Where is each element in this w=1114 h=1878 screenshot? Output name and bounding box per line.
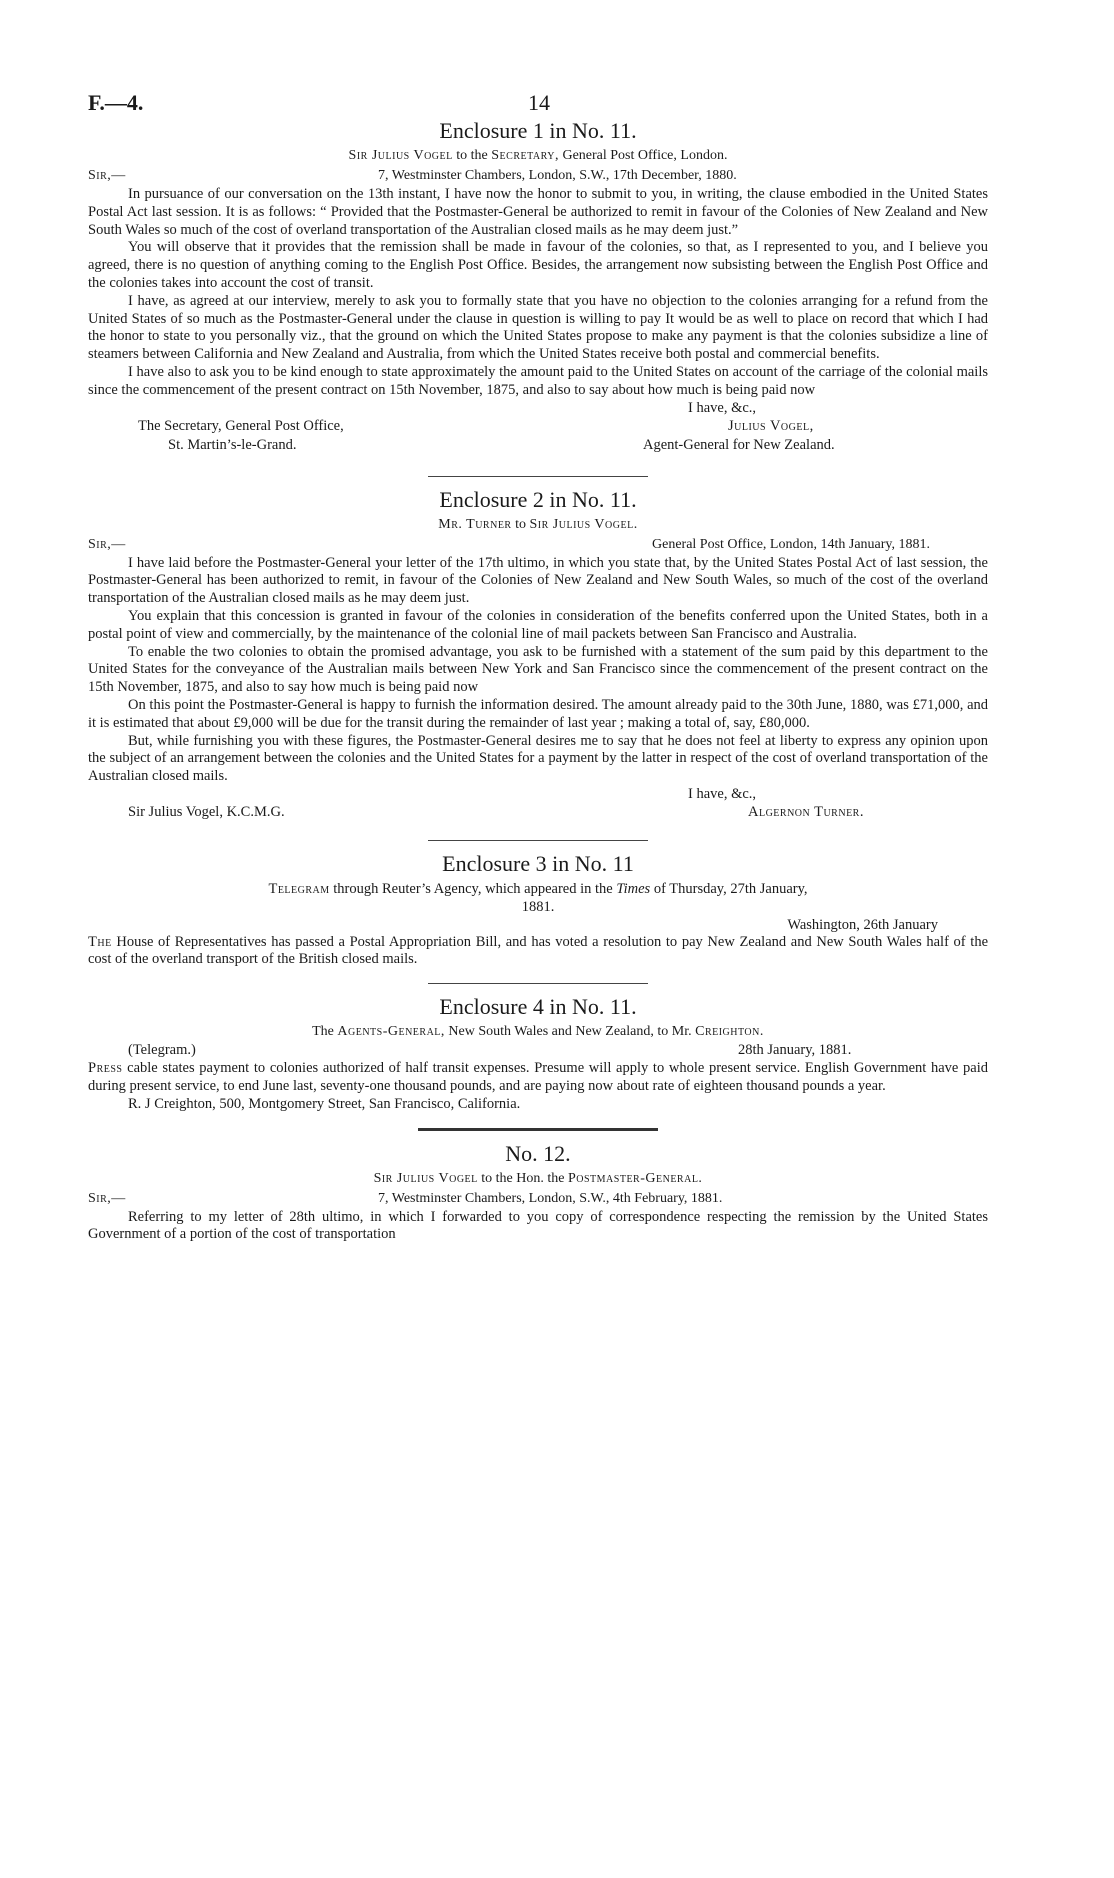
recipient-place: General Post Office, London. xyxy=(562,148,728,163)
telegram-text: cable states payment to colonies authorized of half transit expenses. Presume will apply to whole present service. English Government have paid during present service, to end June last, seventy-one thousand pounds, and are paying now about rate of eighteen thousand pounds a year. xyxy=(88,1060,989,1094)
enclosure-2-subheading xyxy=(88,517,988,533)
enclosure-2-signoff xyxy=(88,786,988,826)
section-divider xyxy=(418,1128,658,1131)
sender-name: Agents-General, xyxy=(337,1024,445,1040)
enclosure-1 xyxy=(88,118,988,462)
sender-address: General Post Office, London, 14th January, 1881. xyxy=(652,536,930,552)
paragraph: Referring to my letter of 28th ultimo, in which I forwarded to you copy of correspondence respecting the remission by the United States Government of a portion of the cost of transportation xyxy=(88,1208,988,1243)
section-divider xyxy=(428,476,648,477)
paragraph: I have, as agreed at our interview, merely to ask you to formally state that you have no objection to the colonies arranging for a refund from the United States of so much as the Postmaster-General under the clause in question is willing to pay It would be as well to place on record that which I had the honor to state to you personally viz., that the ground on which the United States propose to make any payment is that the colonies subsidize a line of steamers between California and New Zealand and Australia, from which the United States receive both postal and commercial benefits. xyxy=(88,292,988,363)
enclosure-1-dateline xyxy=(88,166,988,186)
signature: Julius Vogel, xyxy=(728,417,814,434)
document-reference: F.—4. xyxy=(88,90,144,115)
signature: Algernon Turner. xyxy=(748,803,864,820)
lead-word: The xyxy=(88,933,112,950)
enclosure-1-signoff xyxy=(88,400,988,462)
sender-name: Sir Julius Vogel xyxy=(373,1170,478,1186)
recipient-name: Postmaster-General. xyxy=(567,1170,703,1186)
sender-name: Sir Julius Vogel xyxy=(348,148,453,163)
to-text: to xyxy=(515,516,526,532)
paragraph: I have also to ask you to be kind enough to state approximately the amount paid to the United States on account of the carriage of the colonial mails since the commencement of the present contract on 15th November, 1875, and also to say about how much is being paid now xyxy=(88,363,988,398)
addressee-line-2: St. Martin’s-le-Grand. xyxy=(168,436,297,453)
signature-title: Agent-General for New Zealand. xyxy=(643,436,835,453)
number-12-title: No. 12. xyxy=(505,1140,571,1166)
telegram-source: through Reuter’s Agency, which appeared in the xyxy=(333,880,613,897)
message-kind: (Telegram.) xyxy=(128,1042,196,1059)
sender-address: 7, Westminster Chambers, London, S.W., 17th December, 1880. xyxy=(378,168,737,183)
recipient-name: Sir Julius Vogel. xyxy=(529,516,638,532)
enclosure-1-subheading xyxy=(88,148,988,164)
number-12 xyxy=(88,1141,988,1245)
telegram-body xyxy=(88,1060,988,1096)
enclosure-3 xyxy=(88,851,988,969)
enclosure-4-subheading xyxy=(88,1024,988,1040)
salutation: Sir,— xyxy=(88,1190,126,1206)
addressee-line-1: The Secretary, General Post Office, xyxy=(138,417,344,434)
page-number: 14 xyxy=(528,90,550,115)
newspaper-name: Times xyxy=(616,880,651,897)
telegram-heading xyxy=(88,881,988,899)
message-date: 28th January, 1881. xyxy=(738,1042,852,1059)
closing: I have, &c., xyxy=(688,399,757,416)
sender-address: 7, Westminster Chambers, London, S.W., 4th February, 1881. xyxy=(378,1190,723,1206)
recipient-name: Secretary, xyxy=(491,148,559,163)
telegram-word: Telegram xyxy=(268,880,330,897)
paragraph: To enable the two colonies to obtain the promised advantage, you ask to be furnished with a statement of the sum paid by this department to the United States for the conveyance of the Australian mails between New York and San Francisco since the commencement of the present contract on the 15th November, 1875, and also to say how much is being paid now xyxy=(88,643,988,696)
enclosure-3-title: Enclosure 3 in No. 11 xyxy=(442,850,634,876)
running-header xyxy=(88,70,988,115)
enclosure-4 xyxy=(88,994,988,1113)
paragraph: You explain that this concession is granted in favour of the colonies in consideration of the benefits conferred upon the United States, both in a postal point of view and commercially, by the maintenance of the colonial line of mail packets between San Francisco and Australia. xyxy=(88,607,988,642)
to-text: to the xyxy=(456,148,488,163)
enclosure-1-title: Enclosure 1 in No. 11. xyxy=(439,118,637,143)
section-divider xyxy=(428,840,648,841)
salutation: Sir,— xyxy=(88,536,126,552)
salutation: Sir,— xyxy=(88,168,126,183)
number-12-subheading xyxy=(88,1171,988,1187)
telegram-year: 1881. xyxy=(521,898,555,915)
enclosure-2-title: Enclosure 2 in No. 11. xyxy=(439,486,637,512)
paragraph: In pursuance of our conversation on the 13th instant, I have now the honor to submit to you, in writing, the clause embodied in the United States Postal Act last session. It is as follows: “ Provided that the Postmaster-General be authorized to remit in favour of the Colonies of New Zealand and New South Wales so much of the cost of overland transportation of the Australian closed mails as he may deem just.” xyxy=(88,186,988,238)
enclosure-2 xyxy=(88,487,988,826)
sender-name: Mr. Turner xyxy=(438,516,512,532)
section-divider xyxy=(428,983,648,984)
paragraph: But, while furnishing you with these figures, the Postmaster-General desires me to say that he does not feel at liberty to express any opinion upon the subject of an arrangement between the colonies and the United States for a payment by the latter in respect of the cost of overland transportation of the Australian closed mails. xyxy=(88,732,988,785)
paragraph: I have laid before the Postmaster-General your letter of the 17th ultimo, in which you state that, by the United States Postal Act of last session, the Postmaster-General has been authorized to remit, in favour of the Colonies of New Zealand and New South Wales, so much of the cost of the overland transportation of the Australian closed mails as he may deem just. xyxy=(88,554,988,607)
lead-word: Press xyxy=(88,1060,123,1077)
paragraph: On this point the Postmaster-General is happy to furnish the information desired. The amount already paid to the 30th June, 1880, was £71,000, and it is estimated that about £9,000 will be due for the transit during the remainder of last year ; making a total of, say, £80,000. xyxy=(88,696,988,731)
to-text: to the Hon. the xyxy=(481,1170,565,1186)
enclosure-4-dateline xyxy=(88,1042,988,1060)
from-text: The xyxy=(312,1024,334,1040)
telegram-dateline: Washington, 26th January xyxy=(787,916,938,933)
enclosure-2-dateline xyxy=(88,535,988,555)
telegram-body xyxy=(88,934,988,970)
document-page xyxy=(88,70,988,1244)
closing: I have, &c., xyxy=(688,785,757,802)
addressee: Sir Julius Vogel, K.C.M.G. xyxy=(128,803,285,820)
recipient-address: R. J Creighton, 500, Montgomery Street, San Francisco, California. xyxy=(128,1095,521,1112)
telegram-date: of Thursday, 27th January, xyxy=(653,880,808,897)
number-12-dateline xyxy=(88,1189,988,1209)
sender-detail: New South Wales and New Zealand, to Mr. xyxy=(448,1024,692,1040)
telegram-text: House of Representatives has passed a Postal Appropriation Bill, and has voted a resolution to pay New Zealand and New South Wales half of the cost of the overland transport of the British closed mails. xyxy=(88,933,988,968)
paragraph: You will observe that it provides that the remission shall be made in favour of the colonies, so that, as I represented to you, and I believe you agreed, there is no question of anything coming to the English Post Office. Besides, the arrangement now subsisting between the English Post Office and the colonies takes into account the cost of transit. xyxy=(88,239,988,291)
enclosure-4-title: Enclosure 4 in No. 11. xyxy=(439,994,637,1020)
recipient-name: Creighton. xyxy=(695,1024,764,1040)
